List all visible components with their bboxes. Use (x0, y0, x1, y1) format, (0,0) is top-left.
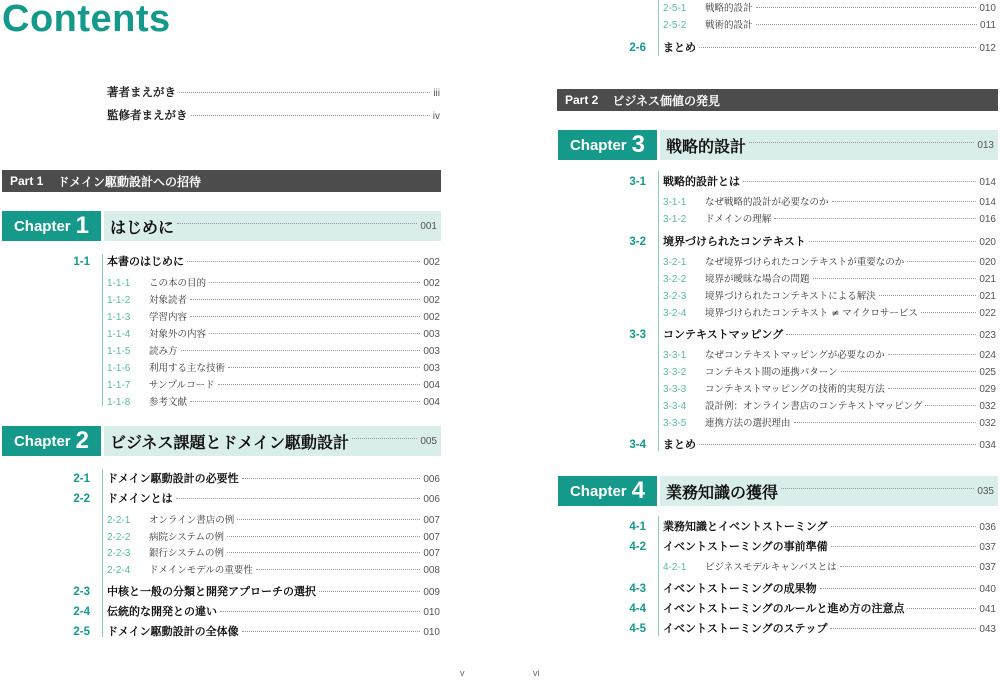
section-rule (102, 254, 103, 406)
page-title: Contents (2, 0, 171, 40)
toc-section[interactable]: 2-5 ドメイン駆動設計の全体像 010 (73, 625, 440, 638)
toc-subsection[interactable]: 3-3-2 コンテキスト間の連携パターン 025 (663, 367, 996, 378)
toc-subsection[interactable]: 3-3-5 連携方法の選択理由 032 (663, 418, 996, 429)
toc-subsection[interactable]: 1-1-4 対象外の内容 003 (107, 329, 440, 340)
chapter-3-header[interactable]: Chapter 3 戦略的設計 013 (558, 130, 998, 160)
chapter-badge: Chapter 4 (558, 476, 657, 506)
toc-subsection[interactable]: 1-1-7 サンプルコード 004 (107, 380, 440, 391)
toc-section[interactable]: 2-1 ドメイン駆動設計の必要性 006 (73, 472, 440, 485)
page-number-right: vi (533, 668, 540, 678)
toc-section[interactable]: 4-4 イベントストーミングのルールと進め方の注意点 041 (629, 602, 996, 615)
toc-subsection[interactable]: 1-1-8 参考文献 004 (107, 397, 440, 408)
toc-section[interactable]: 4-2 イベントストーミングの事前準備 037 (629, 540, 996, 553)
toc-subsection[interactable]: 2-5-2 戦術的設計 011 (663, 20, 996, 31)
toc-section[interactable]: 4-3 イベントストーミングの成果物 040 (629, 582, 996, 595)
toc-section[interactable]: 3-1 戦略的設計とは 014 (629, 175, 996, 188)
left-page (0, 0, 465, 682)
toc-section[interactable]: 4-5 イベントストーミングのステップ 043 (629, 622, 996, 635)
toc-subsection[interactable]: 4-2-1 ビジネスモデルキャンバスとは 037 (663, 562, 996, 573)
toc-subsection[interactable]: 3-2-4 境界づけられたコンテキスト ≠ マイクロサービス 022 (663, 308, 996, 319)
toc-subsection[interactable]: 2-5-1 戦略的設計 010 (663, 3, 996, 14)
toc-subsection[interactable]: 2-2-1 オンライン書店の例 007 (107, 515, 440, 526)
toc-section[interactable]: 4-1 業務知識とイベントストーミング 036 (629, 520, 996, 533)
toc-subsection[interactable]: 3-2-2 境界が曖昧な場合の問題 021 (663, 274, 996, 285)
toc-section[interactable]: 2-2 ドメインとは 006 (73, 492, 440, 505)
toc-subsection[interactable]: 2-2-4 ドメインモデルの重要性 008 (107, 565, 440, 576)
toc-section[interactable]: 1-1 本書のはじめに 002 (73, 255, 440, 268)
toc-subsection[interactable]: 3-3-1 なぜコンテキストマッピングが必要なのか 024 (663, 350, 996, 361)
toc-subsection[interactable]: 3-2-1 なぜ境界づけられたコンテキストが重要なのか 020 (663, 257, 996, 268)
section-rule (658, 171, 659, 451)
toc-section[interactable]: 2-3 中核と一般の分類と開発アプローチの選択 009 (73, 585, 440, 598)
toc-subsection[interactable]: 3-1-1 なぜ戦略的設計が必要なのか 014 (663, 197, 996, 208)
toc-section[interactable]: 3-2 境界づけられたコンテキスト 020 (629, 235, 996, 248)
toc-subsection[interactable]: 3-3-3 コンテキストマッピングの技術的実現方法 029 (663, 384, 996, 395)
right-page (533, 0, 1000, 682)
toc-subsection[interactable]: 3-2-3 境界づけられたコンテキストによる解決 021 (663, 291, 996, 302)
toc-subsection[interactable]: 2-2-3 銀行システムの例 007 (107, 548, 440, 559)
chapter-badge: Chapter 1 (2, 211, 101, 241)
page-number-left: v (460, 668, 465, 678)
toc-section[interactable]: 2-4 伝統的な開発との違い 010 (73, 605, 440, 618)
part-2-header: Part 2 ビジネス価値の発見 (557, 89, 998, 111)
toc-subsection[interactable]: 3-3-4 設計例：オンライン書店のコンテキストマッピング 032 (663, 401, 996, 412)
toc-subsection[interactable]: 1-1-6 利用する主な技術 003 (107, 363, 440, 374)
part-1-header: Part 1 ドメイン駆動設計への招待 (2, 170, 441, 192)
toc-section[interactable]: 2-6 まとめ 012 (629, 41, 996, 54)
toc-subsection[interactable]: 3-1-2 ドメインの理解 016 (663, 214, 996, 225)
toc-subsection[interactable]: 1-1-5 読み方 003 (107, 346, 440, 357)
toc-section[interactable]: 3-3 コンテキストマッピング 023 (629, 328, 996, 341)
toc-subsection[interactable]: 1-1-2 対象読者 002 (107, 295, 440, 306)
toc-subsection[interactable]: 1-1-3 学習内容 002 (107, 312, 440, 323)
toc-entry-supervisor-preface[interactable]: 監修者まえがき iv (107, 108, 440, 122)
chapter-4-header[interactable]: Chapter 4 業務知識の獲得 035 (558, 476, 998, 506)
chapter-badge: Chapter 3 (558, 130, 657, 160)
chapter-1-header[interactable]: Chapter 1 はじめに 001 (2, 211, 441, 241)
toc-subsection[interactable]: 1-1-1 この本の目的 002 (107, 278, 440, 289)
toc-subsection[interactable]: 2-2-2 病院システムの例 007 (107, 532, 440, 543)
section-rule (658, 516, 659, 636)
toc-entry-author-preface[interactable]: 著者まえがき iii (107, 85, 440, 99)
chapter-badge: Chapter 2 (2, 426, 101, 456)
toc-section[interactable]: 3-4 まとめ 034 (629, 438, 996, 451)
chapter-2-header[interactable]: Chapter 2 ビジネス課題とドメイン駆動設計 005 (2, 426, 441, 456)
